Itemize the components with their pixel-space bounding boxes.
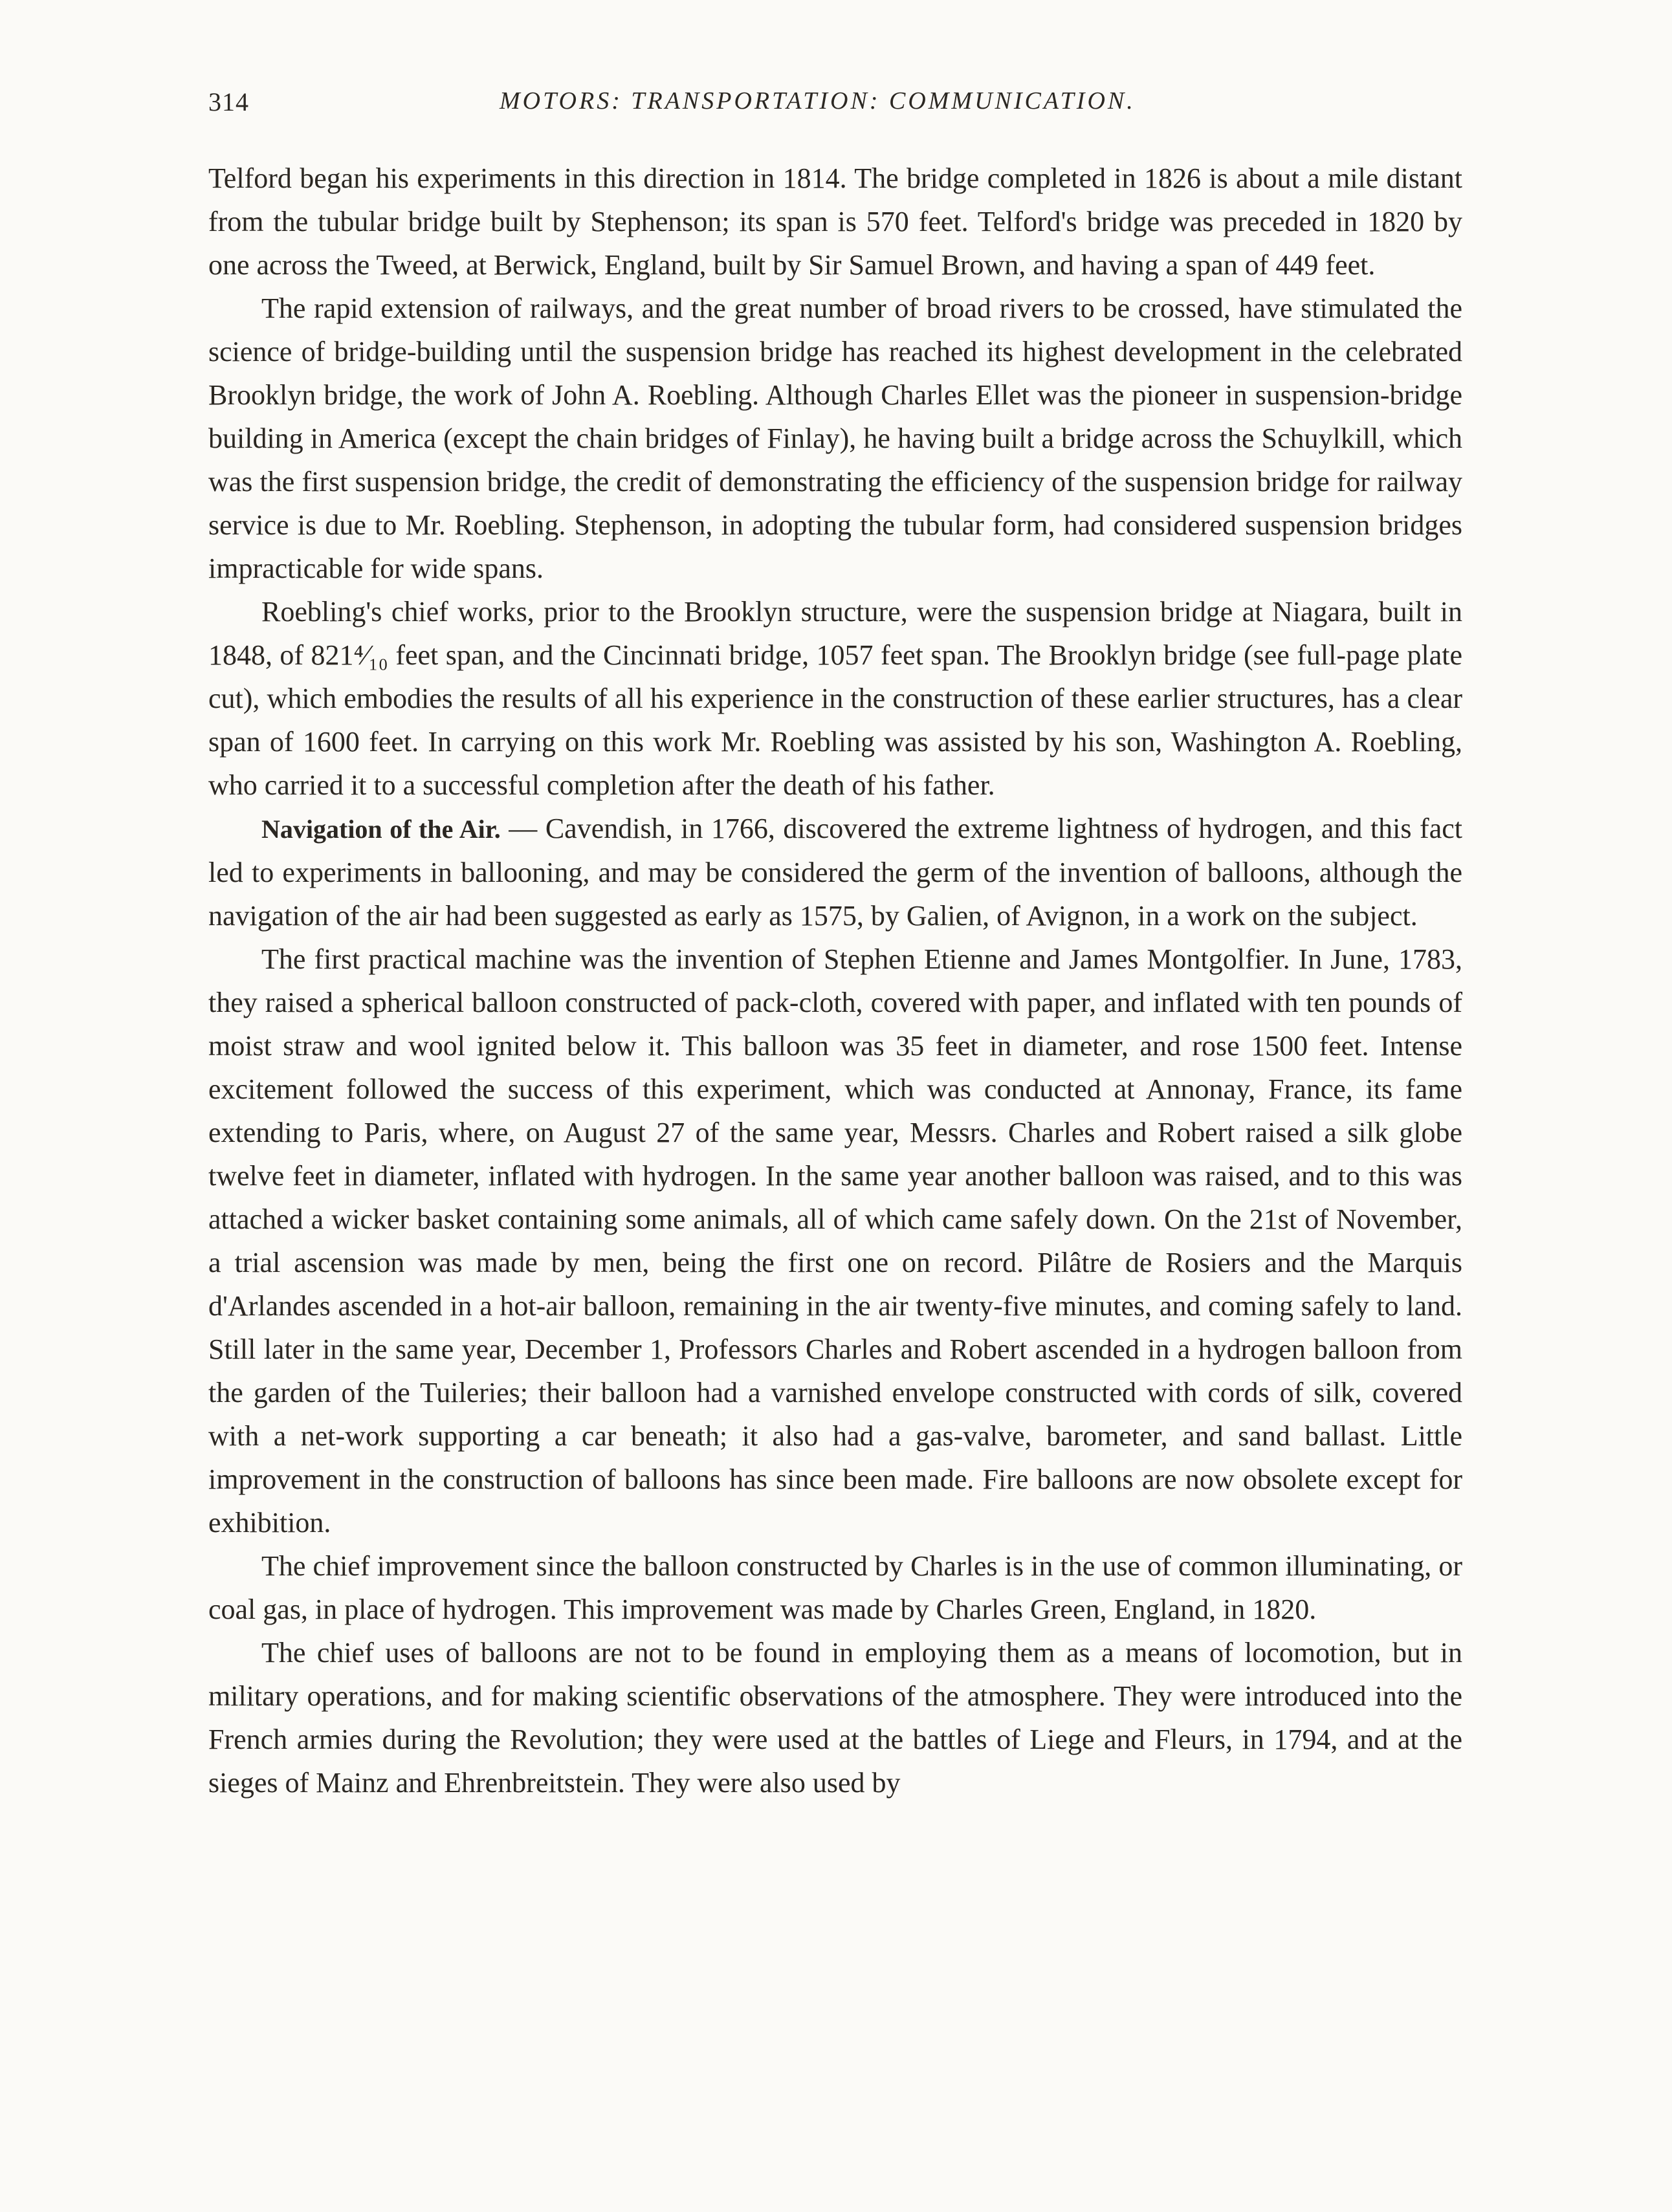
paragraph-4-text: — Cavendish, in 1766, discovered the extreme lightness of hydrogen, and this fact led to experiments in ballooning, and may be considered the germ of the invention of balloons, although the navigation of the air had been suggested as early as 1575, by Galien, of Avignon, in a work on the subject.	[208, 813, 1462, 932]
paragraph-3: Roebling's chief works, prior to the Brooklyn structure, were the suspension bridge at Niagara, built in 1848, of 821⁴⁄₁₀ feet span, and the Cincinnati bridge, 1057 feet span. The Brooklyn bridge (see full-page plate cut), which embodies the results of all his experience in the construction of these earlier structures, has a clear span of 1600 feet. In carrying on this work Mr. Roebling was assisted by his son, Washington A. Roebling, who carried it to a successful completion after the death of his father.	[208, 596, 1462, 801]
section-heading: Navigation of the Air.	[261, 815, 501, 844]
body-text	[208, 157, 1462, 1804]
paragraph-5: The first practical machine was the invention of Stephen Etienne and James Montgolfier. In June, 1783, they raised a spherical balloon constructed of pack-cloth, covered with paper, and inflated with ten pounds of moist straw and wool ignited below it. This balloon was 35 feet in diameter, and rose 1500 feet. Intense excitement followed the success of this experiment, which was conducted at Annonay, France, its fame extending to Paris, where, on August 27 of the same year, Messrs. Charles and Robert raised a silk globe twelve feet in diameter, inflated with hydrogen. In the same year another balloon was raised, and to this was attached a wicker basket containing some animals, all of which came safely down. On the 21st of November, a trial ascension was made by men, being the first one on record. Pilâtre de Rosiers and the Marquis d'Arlandes ascended in a hot-air balloon, remaining in the air twenty-five minutes, and coming safely to land. Still later in the same year, December 1, Professors Charles and Robert ascended in a hydrogen balloon from the garden of the Tuileries; their balloon had a varnished envelope constructed with cords of silk, covered with a net-work supporting a car beneath; it also had a gas-valve, barometer, and sand ballast. Little improvement in the construction of balloons has since been made. Fire balloons are now obsolete except for exhibition.	[208, 943, 1462, 1539]
page-number: 314	[208, 87, 249, 116]
paragraph-2: The rapid extension of railways, and the great number of broad rivers to be crossed, have stimulated the science of bridge-building until the suspension bridge has reached its highest development in the celebrated Brooklyn bridge, the work of John A. Roebling. Although Charles Ellet was the pioneer in suspension-bridge building in America (except the chain bridges of Finlay), he having built a bridge across the Schuylkill, which was the first suspension bridge, the credit of demonstrating the efficiency of the suspension bridge for railway service is due to Mr. Roebling. Stephenson, in adopting the tubular form, had considered suspension bridges impracticable for wide spans.	[208, 292, 1462, 584]
paragraph-7: The chief uses of balloons are not to be found in employing them as a means of locomotion, but in military operations, and for making scientific observations of the atmosphere. They were introduced into the French armies during the Revolution; they were used at the battles of Liege and Fleurs, in 1794, and at the sieges of Mainz and Ehrenbreitstein. They were also used by	[208, 1637, 1462, 1799]
running-head	[208, 87, 1462, 126]
paragraph-1: Telford began his experiments in this direction in 1814. The bridge completed in 1826 is about a mile distant from the tubular bridge built by Stephenson; its span is 570 feet. Telford's bridge was preceded in 1820 by one across the Tweed, at Berwick, England, built by Sir Samuel Brown, and having a span of 449 feet.	[208, 162, 1462, 281]
paragraph-6: The chief improvement since the balloon constructed by Charles is in the use of common illuminating, or coal gas, in place of hydrogen. This improvement was made by Charles Green, England, in 1820.	[208, 1550, 1462, 1625]
paragraph-4	[208, 807, 1462, 937]
running-title: MOTORS: TRANSPORTATION: COMMUNICATION.	[500, 87, 1136, 115]
